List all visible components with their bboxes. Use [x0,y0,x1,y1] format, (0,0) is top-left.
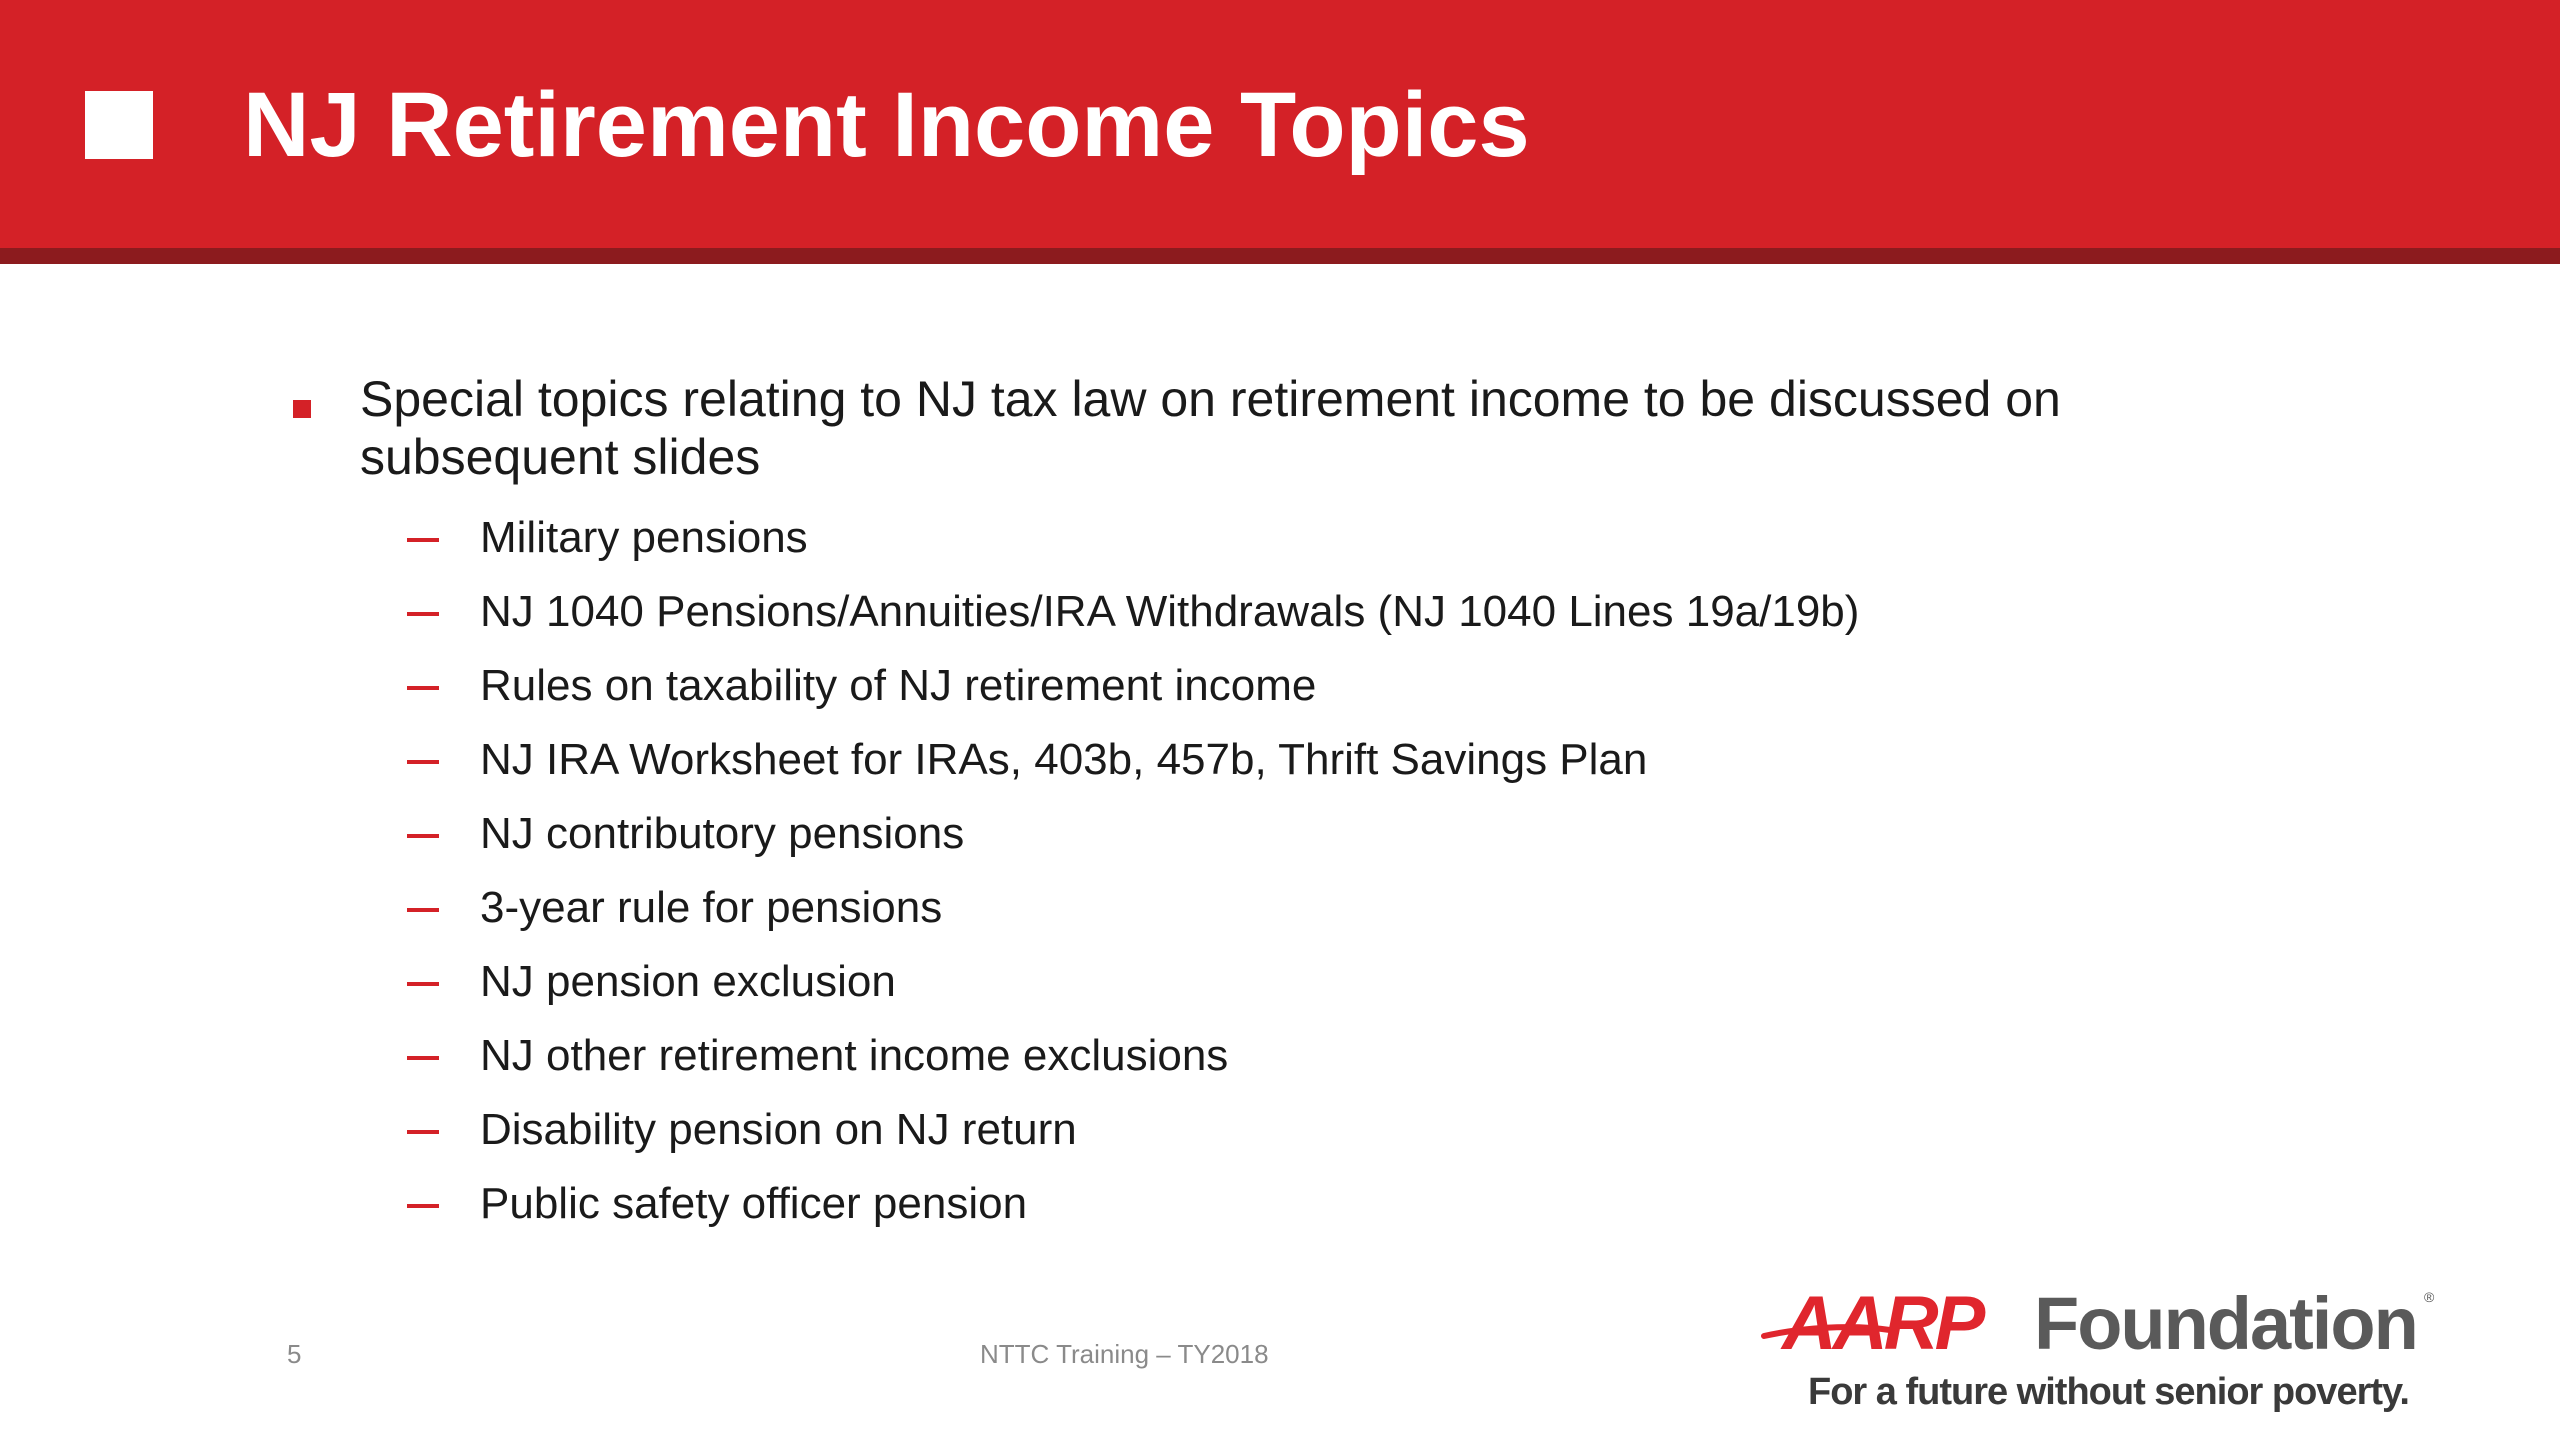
logo-foundation-text: Foundation [2034,1282,2417,1365]
sub-bullet-item [0,1174,2200,1234]
dash-bullet-icon [407,908,439,912]
sub-bullet-item [0,952,2200,1012]
dash-bullet-icon [407,834,439,838]
sub-bullet-item [0,804,2200,864]
sub-bullet-text: NJ IRA Worksheet for IRAs, 403b, 457b, Thrift Savings Plan [480,735,1648,784]
sub-bullet-text: NJ pension exclusion [480,957,896,1006]
logo-registered-mark: ® [2424,1289,2435,1305]
dash-bullet-icon [407,1204,439,1208]
dash-bullet-icon [407,686,439,690]
slide-title: NJ Retirement Income Topics [243,74,1530,176]
sub-bullet-text: Military pensions [480,513,808,562]
logo-tagline: For a future without senior poverty. [1808,1371,2409,1413]
sub-bullet-text: NJ contributory pensions [480,809,965,858]
dash-bullet-icon [407,538,439,542]
aarp-foundation-logo [1760,1280,2440,1420]
sub-bullet-item [0,878,2200,938]
sub-bullet-text: 3-year rule for pensions [480,883,943,932]
sub-bullet-text: NJ other retirement income exclusions [480,1031,1229,1080]
square-bullet-icon [293,400,311,418]
dash-bullet-icon [407,760,439,764]
sub-bullet-text: NJ 1040 Pensions/Annuities/IRA Withdrawals (NJ 1040 Lines 19a/19b) [480,587,1860,636]
sub-bullet-item [0,1100,2200,1160]
logo-aarp-text: AARP [1782,1281,1982,1366]
sub-bullet-text: Public safety officer pension [480,1179,1028,1228]
page-number: 5 [287,1339,302,1369]
sub-bullet-item [0,508,2200,568]
dash-bullet-icon [407,1056,439,1060]
footer-text: NTTC Training – TY2018 [980,1339,1269,1369]
sub-bullet-text: Disability pension on NJ return [480,1105,1077,1154]
sub-bullet-item [0,730,2200,790]
sub-bullet-text: Rules on taxability of NJ retirement income [480,661,1317,710]
sub-bullet-item [0,1026,2200,1086]
dash-bullet-icon [407,612,439,616]
dash-bullet-icon [407,1130,439,1134]
main-bullet-text: Special topics relating to NJ tax law on retirement income to be discussed on subsequent slides [360,371,2061,485]
dash-bullet-icon [407,982,439,986]
sub-bullet-item [0,582,2200,642]
sub-bullet-item [0,656,2200,716]
